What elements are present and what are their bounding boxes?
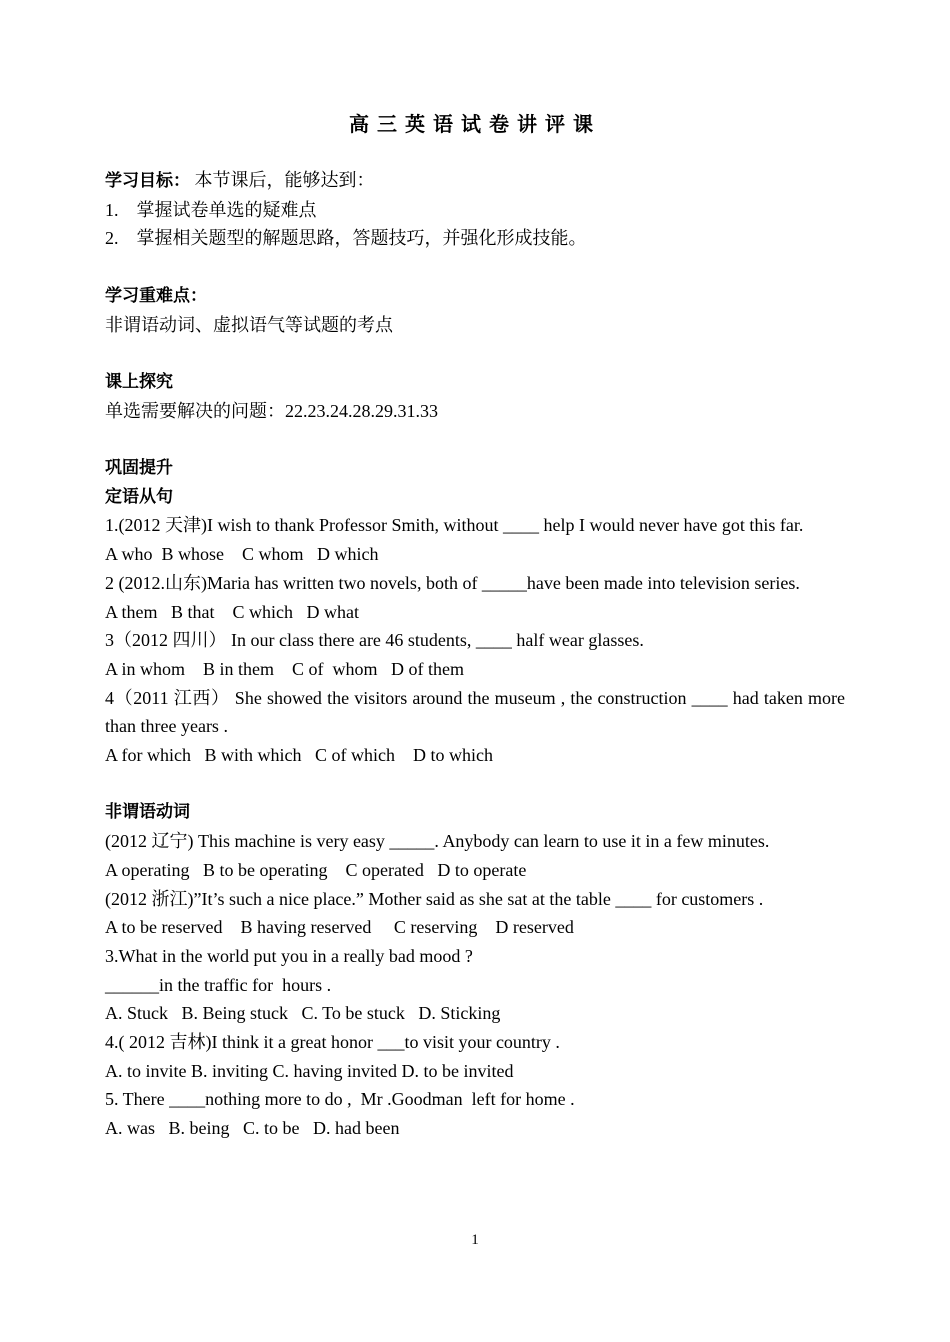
question-stem: 4.( 2012 吉林)I think it a great honor ___to visit your country . xyxy=(105,1032,560,1053)
objectives-label: 学习目标： xyxy=(105,171,190,191)
question-options: A. Stuck B. Being stuck C. To be stuck D. Sticking xyxy=(105,1003,501,1024)
question-stem: 5. There ____nothing more to do , Mr .Goodman left for home . xyxy=(105,1089,575,1110)
section-heading-attributive-clause: 定语从句 xyxy=(105,486,173,507)
spacer xyxy=(105,253,845,282)
exploration-label: 课上探究 xyxy=(105,371,173,392)
spacer xyxy=(105,339,845,368)
consolidation-label: 巩固提升 xyxy=(105,457,173,478)
spacer xyxy=(105,770,845,799)
document-body xyxy=(105,166,845,1143)
key-points-label: 学习重难点： xyxy=(105,285,207,306)
question-options: A who B whose C whom D which xyxy=(105,544,379,565)
question-stem: 4（2011 江西） She showed the visitors around the museum , the construction ____ had taken more than three years . xyxy=(105,687,845,737)
question-stem: (2012 浙江)”It’s such a nice place.” Mother said as she sat at the table ____ for customers . xyxy=(105,888,764,909)
objectives-intro: 本节课后，能够达到： xyxy=(190,170,375,190)
question-options: A to be reserved B having reserved C reserving D reserved xyxy=(105,917,574,938)
objectives-line xyxy=(105,166,845,196)
question-stem: 1.(2012 天津)I wish to thank Professor Smith, without ____ help I would never have got this far. xyxy=(105,515,804,536)
question-stem: (2012 辽宁) This machine is very easy _____. Anybody can learn to use it in a few minutes. xyxy=(105,831,770,852)
question-stem: 3（2012 四川） In our class there are 46 students, ____ half wear glasses. xyxy=(105,630,644,651)
question-stem: 2 (2012.山东)Maria has written two novels, both of _____have been made into television series. xyxy=(105,572,800,593)
objective-item: 1. 掌握试卷单选的疑难点 xyxy=(105,199,317,220)
question-options: A in whom B in them C of whom D of them xyxy=(105,658,464,679)
spacer xyxy=(105,425,845,454)
question-options: A for which B with which C of which D to which xyxy=(105,745,493,766)
question-options: A. was B. being C. to be D. had been xyxy=(105,1118,400,1139)
page-title: 高三英语试卷讲评课 xyxy=(349,112,601,136)
section-heading-nonfinite-verbs: 非谓语动词 xyxy=(105,802,190,823)
exploration-text: 单选需要解决的问题：22.23.24.28.29.31.33 xyxy=(105,400,438,421)
question-options: A operating B to be operating C operated D to operate xyxy=(105,859,527,880)
key-points-text: 非谓语动词、虚拟语气等试题的考点 xyxy=(105,314,393,335)
question-options: A. to invite B. inviting C. having invited D. to be invited xyxy=(105,1060,514,1081)
question-options: A them B that C which D what xyxy=(105,601,359,622)
objective-item: 2. 掌握相关题型的解题思路，答题技巧，并强化形成技能。 xyxy=(105,228,587,249)
page-number: 1 xyxy=(471,1232,479,1248)
question-stem: 3.What in the world put you in a really bad mood ? xyxy=(105,945,473,966)
question-stem-continued: ______in the traffic for hours . xyxy=(105,974,332,995)
